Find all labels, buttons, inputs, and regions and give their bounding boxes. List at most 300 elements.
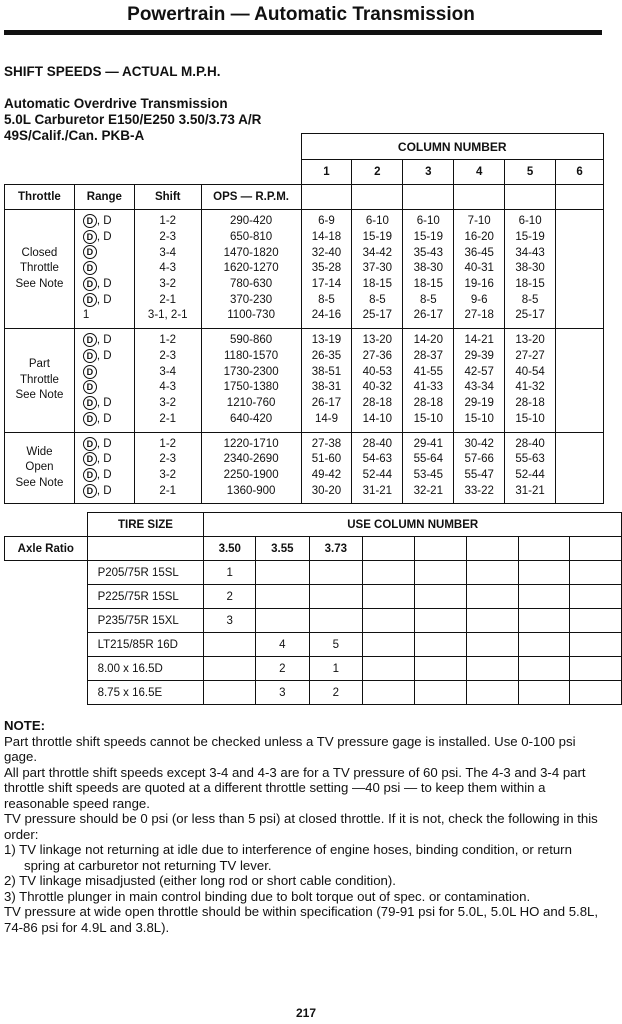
speed-cell: [301, 432, 352, 504]
speed-value: 15-19: [515, 230, 545, 243]
ops-value: 1750-1380: [223, 381, 279, 394]
column-assignment: [570, 681, 622, 705]
overdrive-circle-icon: D: [83, 437, 97, 451]
speed-value: 40-53: [362, 365, 393, 378]
range-text: , D: [96, 349, 112, 362]
range-text: , D: [96, 397, 112, 410]
table-row: [5, 432, 604, 504]
tire-size: P225/75R 15SL: [87, 585, 204, 609]
speed-value: 6-10: [365, 215, 389, 228]
speed-value: 42-57: [464, 365, 494, 378]
header-range: Range: [74, 185, 134, 210]
range-value: [83, 452, 134, 468]
speed-value: 13-19: [311, 334, 342, 347]
range-text: , D: [96, 293, 112, 306]
column-assignment: [309, 609, 362, 633]
column-assignment: [466, 681, 519, 705]
column-assignment: [519, 585, 570, 609]
column-assignment: [363, 585, 415, 609]
section-heading: SHIFT SPEEDS — ACTUAL M.P.H.: [4, 64, 221, 79]
header-blank: [556, 185, 604, 210]
speed-value: 8-5: [318, 293, 335, 306]
throttle-cell: [5, 210, 75, 329]
speed-value: 26-17: [413, 309, 443, 322]
shift-value: 3-4: [159, 365, 177, 378]
range-text: , D: [96, 469, 112, 482]
column-assignment: [519, 633, 570, 657]
speed-value: 35-43: [413, 246, 443, 259]
throttle-label: See Note: [15, 389, 64, 402]
column-assignment: [414, 681, 466, 705]
speed-value: 27-18: [464, 309, 494, 322]
speed-value: 26-17: [311, 397, 342, 410]
axle-ratio-value: 3.50: [204, 537, 256, 561]
note-paragraph: TV pressure should be 0 psi (or less than 5 psi) at closed throttle. If it is not, check the following in this order:: [4, 811, 598, 842]
header-blank: [454, 185, 505, 210]
speed-cell: [454, 210, 505, 329]
range-value: [83, 365, 134, 381]
speed-value: 28-18: [362, 397, 393, 410]
speed-value: [556, 277, 603, 293]
header-blank: [505, 185, 556, 210]
header-blank: [352, 185, 403, 210]
ops-value: 370-230: [229, 293, 273, 306]
throttle-label: Closed: [21, 246, 58, 259]
speed-value: [556, 412, 603, 428]
column-assignment: 1: [204, 561, 256, 585]
axle-ratio-value: [466, 537, 519, 561]
speed-value: [556, 437, 603, 453]
speed-value: 41-55: [413, 365, 443, 378]
speed-value: 32-21: [413, 484, 443, 497]
speed-cell: [403, 432, 454, 504]
note-paragraph: TV pressure at wide open throttle should be within specification (79-91 psi for 5.0L, 5.0L HO and 5.8L, 74-86 psi for 4.9L and 3.8L).: [4, 904, 599, 935]
tire-size-table: [4, 512, 622, 705]
speed-value: 17-14: [311, 277, 342, 290]
speed-value: 41-32: [515, 381, 545, 394]
speed-value: 36-45: [464, 246, 494, 259]
throttle-cell: [5, 432, 75, 504]
speed-value: 51-60: [311, 453, 342, 466]
speed-value: 40-54: [515, 365, 545, 378]
column-assignment: [466, 609, 519, 633]
overdrive-circle-icon: D: [83, 230, 97, 244]
shift-value: 4-3: [159, 381, 177, 394]
throttle-label: See Note: [15, 277, 64, 290]
page-title: Powertrain — Automatic Transmission: [127, 4, 475, 25]
ops-value: 2340-2690: [223, 453, 279, 466]
subheading-line: 49S/Calif./Can. PKB-A: [4, 128, 145, 143]
column-assignment: [570, 657, 622, 681]
speed-value: 6-9: [318, 215, 335, 228]
speed-value: 27-27: [515, 349, 545, 362]
overdrive-circle-icon: D: [83, 396, 97, 410]
range-text: , D: [96, 215, 112, 228]
shift-value: 3-2: [159, 277, 177, 290]
range-value: [83, 349, 134, 365]
use-column-header: USE COLUMN NUMBER: [204, 513, 622, 537]
ops-cell: [201, 329, 301, 432]
column-assignment: [570, 609, 622, 633]
shift-value: 3-1, 2-1: [147, 309, 188, 322]
speed-cell: [403, 329, 454, 432]
speed-value: 6-10: [416, 215, 440, 228]
column-assignment: 4: [256, 633, 309, 657]
shift-value: 2-1: [159, 412, 177, 425]
overdrive-circle-icon: D: [83, 365, 97, 379]
ops-value: 590-860: [229, 334, 273, 347]
table-row: [5, 561, 622, 585]
column-number: 4: [454, 160, 505, 185]
table-row: [5, 681, 622, 705]
column-assignment: [519, 657, 570, 681]
column-assignment: [519, 681, 570, 705]
column-assignment: [363, 609, 415, 633]
note-paragraph: Part throttle shift speeds cannot be checked unless a TV pressure gage is installed. Use 0-100 psi gage.: [4, 733, 576, 764]
overdrive-circle-icon: D: [83, 333, 97, 347]
column-assignment: [363, 657, 415, 681]
speed-value: 8-5: [369, 293, 386, 306]
speed-value: 25-17: [515, 309, 545, 322]
header-ops: OPS — R.P.M.: [201, 185, 301, 210]
speed-value: 55-64: [413, 453, 443, 466]
ops-cell: [201, 432, 301, 504]
ops-value: 1620-1270: [223, 262, 279, 275]
shift-cell: [134, 329, 201, 432]
range-value: [83, 277, 134, 293]
column-assignment: [519, 561, 570, 585]
ops-value: 1470-1820: [223, 246, 279, 259]
speed-cell: [454, 432, 505, 504]
shift-value: 3-2: [159, 468, 177, 481]
column-assignment: 3: [256, 681, 309, 705]
column-assignment: [256, 609, 309, 633]
throttle-label: Wide: [26, 445, 53, 458]
speed-value: 16-20: [464, 230, 494, 243]
range-text: , D: [96, 412, 112, 425]
column-assignment: 2: [309, 681, 362, 705]
speed-value: 30-20: [311, 484, 342, 497]
range-cell: [74, 432, 134, 504]
speed-value: 40-32: [362, 381, 393, 394]
speed-value: [556, 380, 603, 396]
speed-value: 24-16: [311, 309, 342, 322]
table-spacer: [5, 657, 88, 681]
shift-value: 2-1: [159, 293, 177, 306]
range-text: , D: [96, 453, 112, 466]
column-assignment: [309, 561, 362, 585]
throttle-cell: [5, 329, 75, 432]
speed-cell: [556, 210, 604, 329]
speed-value: 27-38: [311, 437, 342, 450]
speed-value: 19-16: [464, 277, 494, 290]
speed-value: 28-40: [362, 437, 393, 450]
overdrive-circle-icon: D: [83, 293, 97, 307]
note-list-item: 1) TV linkage not returning at idle due to interference of engine hoses, binding condition, or return spring at carburetor not returning TV lever.: [4, 842, 572, 873]
overdrive-circle-icon: D: [83, 214, 97, 228]
speed-value: [556, 333, 603, 349]
range-text: , D: [96, 484, 112, 497]
column-assignment: [204, 657, 256, 681]
table-row: [5, 210, 604, 329]
speed-value: 18-15: [362, 277, 393, 290]
speed-cell: [505, 329, 556, 432]
column-assignment: [466, 561, 519, 585]
throttle-label: Throttle: [19, 373, 59, 386]
speed-value: [556, 365, 603, 381]
table-spacer: [5, 561, 88, 585]
page-number: 217: [295, 1006, 317, 1020]
speed-value: 43-34: [464, 381, 494, 394]
shift-value: 2-3: [159, 230, 177, 243]
speed-value: 49-42: [311, 468, 342, 481]
speed-cell: [301, 329, 352, 432]
speed-cell: [556, 329, 604, 432]
blank-cell: [87, 537, 204, 561]
speed-value: [556, 293, 603, 309]
ops-value: 1730-2300: [223, 365, 279, 378]
speed-value: 8-5: [419, 293, 437, 306]
table-row: [5, 329, 604, 432]
speed-cell: [403, 210, 454, 329]
range-cell: [74, 210, 134, 329]
ops-value: 1180-1570: [224, 349, 279, 362]
overdrive-circle-icon: D: [83, 452, 97, 466]
shift-value: 1-2: [159, 334, 177, 347]
speed-value: 55-63: [515, 453, 545, 466]
column-assignment: [519, 609, 570, 633]
ops-value: 1210-760: [226, 397, 276, 410]
throttle-label: Open: [25, 461, 54, 474]
speed-value: 28-18: [413, 397, 443, 410]
speed-value: 57-66: [464, 453, 494, 466]
range-value: [83, 437, 134, 453]
speed-value: 15-10: [515, 412, 545, 425]
speed-value: 37-30: [362, 262, 393, 275]
overdrive-circle-icon: D: [83, 349, 97, 363]
overdrive-circle-icon: D: [83, 261, 97, 275]
shift-cell: [134, 210, 201, 329]
tire-size: 8.75 x 16.5E: [87, 681, 204, 705]
overdrive-circle-icon: D: [83, 468, 97, 482]
column-assignment: 2: [256, 657, 309, 681]
speed-value: [556, 308, 603, 324]
speed-cell: [556, 432, 604, 504]
column-assignment: [256, 561, 309, 585]
speed-value: 38-30: [515, 262, 545, 275]
note-heading: NOTE:: [4, 718, 46, 733]
column-assignment: [363, 633, 415, 657]
tire-size-header: TIRE SIZE: [87, 513, 204, 537]
speed-value: 15-19: [362, 230, 393, 243]
column-number: 3: [403, 160, 454, 185]
range-value: [83, 333, 134, 349]
speed-cell: [352, 210, 403, 329]
speed-cell: [454, 329, 505, 432]
column-assignment: [570, 633, 622, 657]
speed-value: 38-51: [311, 365, 342, 378]
column-assignment: [414, 585, 466, 609]
table-spacer: [5, 585, 88, 609]
speed-value: 52-44: [515, 468, 545, 481]
speed-value: 15-19: [413, 230, 443, 243]
speed-value: 29-41: [413, 437, 443, 450]
speed-value: 27-36: [362, 349, 393, 362]
ops-value: 1220-1710: [223, 437, 279, 450]
speed-value: 41-33: [413, 381, 443, 394]
table-spacer: [5, 609, 88, 633]
shift-value: 4-3: [159, 262, 177, 275]
tire-size: P205/75R 15SL: [87, 561, 204, 585]
range-value: [83, 380, 134, 396]
column-assignment: [466, 633, 519, 657]
speed-value: [556, 468, 603, 484]
note-block: [4, 718, 604, 935]
note-paragraph: All part throttle shift speeds except 3-4 and 4-3 are for a TV pressure of 60 psi. The 4-3 and 3-4 part throttle shift speeds are quoted at a different throttle setting —40 psi — to keep them within a reasonable speed range.: [4, 764, 586, 811]
speed-value: [556, 484, 603, 500]
speed-value: 28-40: [515, 437, 545, 450]
range-text: 1: [82, 309, 90, 322]
speed-value: 14-18: [311, 230, 342, 243]
shift-cell: [134, 432, 201, 504]
title-rule: [4, 30, 602, 35]
axle-ratio-value: [519, 537, 570, 561]
speed-value: [556, 452, 603, 468]
speed-value: 14-20: [413, 334, 443, 347]
speed-value: 18-15: [515, 277, 545, 290]
range-value: [83, 261, 134, 277]
column-assignment: 5: [309, 633, 362, 657]
overdrive-circle-icon: D: [83, 277, 97, 291]
speed-cell: [352, 329, 403, 432]
axle-ratio-value: [363, 537, 415, 561]
table-row: [5, 585, 622, 609]
table-row: [5, 609, 622, 633]
speed-value: 15-10: [413, 412, 443, 425]
column-number-header: COLUMN NUMBER: [301, 134, 603, 160]
speed-value: 33-22: [464, 484, 494, 497]
subheading-line: 5.0L Carburetor E150/E250 3.50/3.73 A/R: [4, 112, 262, 127]
speed-value: 31-21: [515, 484, 545, 497]
column-assignment: [414, 657, 466, 681]
overdrive-circle-icon: D: [83, 412, 97, 426]
range-value: [83, 245, 134, 261]
range-value: [83, 230, 134, 246]
speed-cell: [505, 432, 556, 504]
speed-value: 25-17: [362, 309, 393, 322]
ops-value: 290-420: [229, 215, 273, 228]
speed-value: [556, 230, 603, 246]
overdrive-circle-icon: D: [83, 484, 97, 498]
range-text: , D: [96, 230, 112, 243]
note-list-item: 3) Throttle plunger in main control binding due to bolt torque out of spec. or contamination.: [4, 888, 531, 904]
column-assignment: [204, 633, 256, 657]
shift-value: 3-4: [159, 246, 177, 259]
range-cell: [74, 329, 134, 432]
axle-ratio-value: [414, 537, 466, 561]
speed-cell: [301, 210, 352, 329]
ops-value: 1360-900: [226, 484, 276, 497]
speed-cell: [505, 210, 556, 329]
column-assignment: [309, 585, 362, 609]
speed-value: [556, 349, 603, 365]
speed-value: 28-37: [413, 349, 443, 362]
speed-value: 38-30: [413, 262, 443, 275]
column-assignment: 1: [309, 657, 362, 681]
shift-value: 3-2: [159, 397, 177, 410]
column-assignment: [363, 681, 415, 705]
column-assignment: 3: [204, 609, 256, 633]
shift-value: 2-3: [159, 349, 177, 362]
column-assignment: [256, 585, 309, 609]
column-assignment: [204, 681, 256, 705]
note-list-item: 2) TV linkage misadjusted (either long rod or short cable condition).: [4, 873, 396, 888]
tire-size: LT215/85R 16D: [87, 633, 204, 657]
column-assignment: [414, 561, 466, 585]
column-assignment: [414, 609, 466, 633]
overdrive-circle-icon: D: [83, 380, 97, 394]
range-value: [83, 484, 134, 500]
header-shift: Shift: [134, 185, 201, 210]
speed-value: 34-42: [362, 246, 393, 259]
column-assignment: [414, 633, 466, 657]
column-assignment: 2: [204, 585, 256, 609]
speed-value: 40-31: [464, 262, 494, 275]
range-text: , D: [96, 277, 112, 290]
ops-value: 1100-730: [227, 309, 275, 322]
speed-value: [556, 261, 603, 277]
shift-value: 1-2: [159, 437, 177, 450]
column-assignment: [466, 657, 519, 681]
range-value: [83, 293, 134, 309]
speed-value: 13-20: [362, 334, 393, 347]
header-blank: [403, 185, 454, 210]
speed-value: 8-5: [521, 293, 539, 306]
speed-value: [556, 214, 603, 230]
range-text: , D: [96, 437, 112, 450]
column-assignment: [570, 585, 622, 609]
ops-cell: [201, 210, 301, 329]
speed-value: 6-10: [518, 215, 542, 228]
speed-value: 34-43: [515, 246, 545, 259]
speed-value: 54-63: [362, 453, 393, 466]
column-number: 1: [301, 160, 352, 185]
speed-value: 29-19: [464, 397, 494, 410]
speed-value: 13-20: [515, 334, 545, 347]
ops-value: 640-420: [229, 412, 273, 425]
ops-value: 2250-1900: [223, 468, 279, 481]
ops-value: 650-810: [229, 230, 273, 243]
range-value: [83, 396, 134, 412]
column-number: 6: [556, 160, 604, 185]
table-spacer: [5, 681, 88, 705]
tire-size: 8.00 x 16.5D: [87, 657, 204, 681]
column-assignment: [466, 585, 519, 609]
speed-value: 32-40: [311, 246, 342, 259]
column-assignment: [570, 561, 622, 585]
speed-value: 7-10: [467, 215, 491, 228]
table-row: [5, 657, 622, 681]
throttle-label: Throttle: [19, 262, 59, 275]
speed-value: 53-45: [413, 468, 443, 481]
range-value: [83, 468, 134, 484]
speed-value: [556, 396, 603, 412]
shift-value: 2-1: [159, 484, 177, 497]
axle-ratio-label: Axle Ratio: [5, 537, 88, 561]
ops-value: 780-630: [229, 277, 273, 290]
shift-value: 1-2: [159, 215, 177, 228]
table-spacer: [5, 134, 302, 185]
